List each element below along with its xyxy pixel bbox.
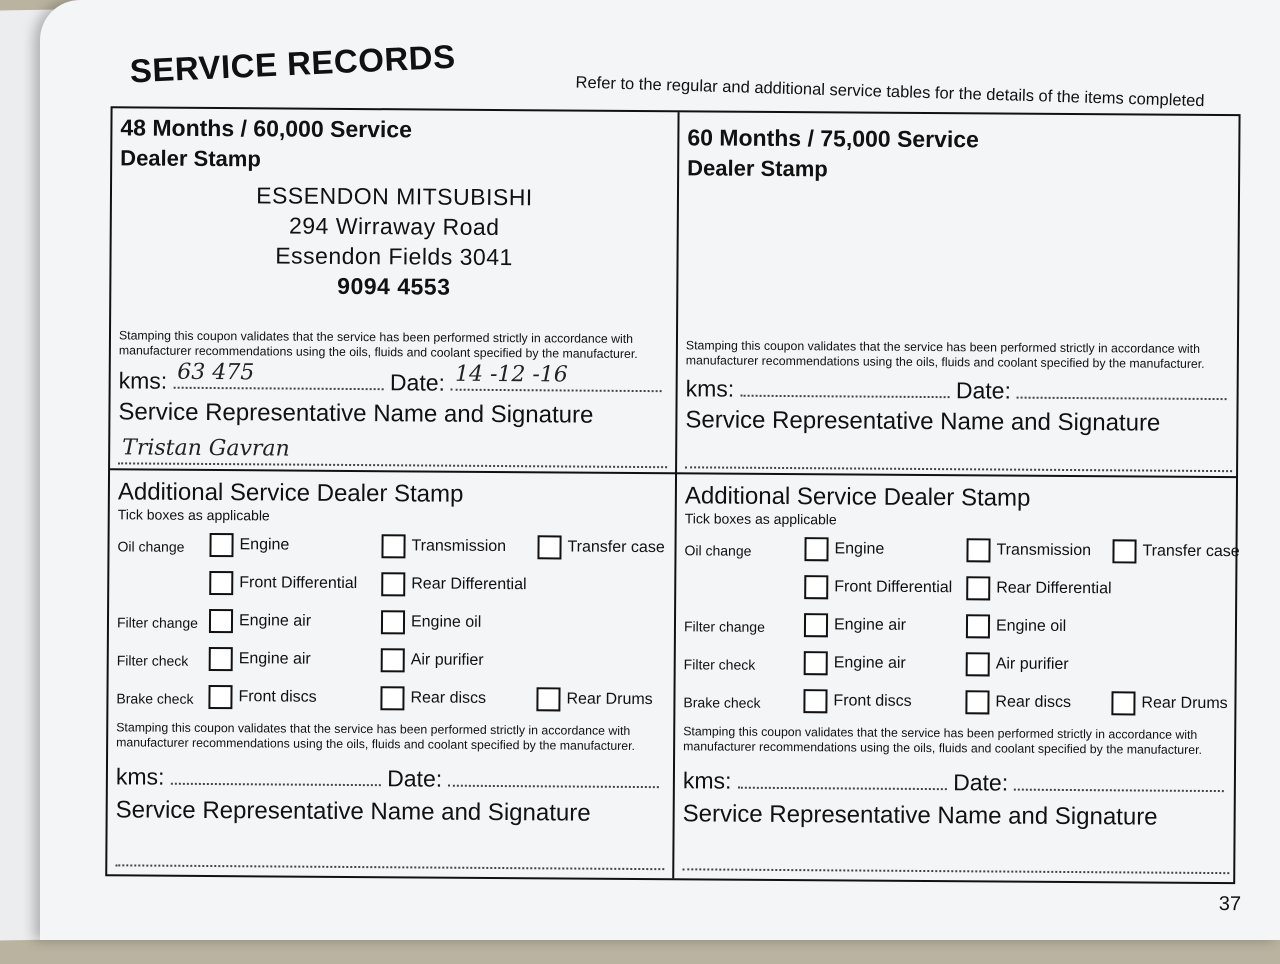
checkbox-box[interactable] <box>804 575 828 599</box>
checkbox-front-differential[interactable] <box>804 575 952 600</box>
checkbox-transmission[interactable] <box>381 534 506 559</box>
rep-label: Service Representative Name and Signature <box>115 796 591 827</box>
date-field[interactable] <box>448 765 659 788</box>
validation-text: Stamping this coupon validates that the service has been performed strictly in accordance with manufacturer recommendations using the oils, fluids and coolant specified by the manufacturer. <box>685 338 1205 371</box>
row-label: Oil change <box>684 542 752 559</box>
kms-field[interactable] <box>170 763 381 786</box>
row-label: Brake check <box>116 690 194 707</box>
checkbox-transfer-case[interactable] <box>537 535 664 560</box>
checkbox-box[interactable] <box>380 686 404 710</box>
checkbox-box[interactable] <box>965 690 989 714</box>
rep-label: Service Representative Name and Signature <box>682 800 1158 831</box>
checkbox-box[interactable] <box>537 535 561 559</box>
checkbox-label: Engine oil <box>410 613 482 631</box>
checkbox-box[interactable] <box>804 651 828 675</box>
filter-change-row <box>117 608 666 642</box>
filter-check-row <box>117 646 666 680</box>
date-field[interactable] <box>1014 769 1224 792</box>
checkbox-box[interactable] <box>803 689 827 713</box>
stamp-suburb: Essendon Fields 3041 <box>275 242 513 271</box>
checkbox-label: Engine <box>239 536 290 554</box>
checkbox-front-discs[interactable] <box>208 685 316 710</box>
date-field[interactable] <box>1017 377 1227 400</box>
checkbox-label: Front discs <box>238 688 317 706</box>
rep-label: Service Representative Name and Signature <box>685 406 1161 437</box>
record-60-months <box>677 112 1242 476</box>
checkbox-label: Transmission <box>996 541 1092 560</box>
validation-text: Stamping this coupon validates that the service has been performed strictly in accordance with manufacturer recommendations using the oils, fluids and coolant specified by the manufacturer. <box>116 720 636 753</box>
date-label: Date: <box>955 377 1012 404</box>
checkbox-rear-discs[interactable] <box>380 686 486 711</box>
tick-note: Tick boxes as applicable <box>117 506 270 524</box>
stamp-dealer-name: ESSENDON MITSUBISHI <box>256 182 533 211</box>
checkbox-air-purifier[interactable] <box>381 648 484 673</box>
checkbox-label: Transmission <box>411 537 507 556</box>
kms-label: kms: <box>685 375 735 402</box>
rep-signature-field[interactable] <box>685 442 1232 472</box>
checkbox-label: Front discs <box>833 692 912 710</box>
kms-field[interactable] <box>173 359 384 390</box>
checkbox-rear-drums[interactable] <box>1111 691 1227 716</box>
kms-date-row <box>683 766 1230 798</box>
checkbox-box[interactable] <box>208 685 232 709</box>
checkbox-box[interactable] <box>381 572 405 596</box>
checkbox-front-differential[interactable] <box>209 571 357 596</box>
checkbox-box[interactable] <box>536 687 560 711</box>
checkbox-label: Engine air <box>238 612 312 630</box>
tick-note: Tick boxes as applicable <box>684 510 837 528</box>
checkbox-engine-air[interactable] <box>209 609 311 634</box>
checkbox-transmission[interactable] <box>966 538 1091 563</box>
row-label: Oil change <box>117 538 185 555</box>
checkbox-label: Front Differential <box>834 578 953 597</box>
additional-service-left <box>107 470 675 882</box>
record-heading: 60 Months / 75,000 Service <box>687 124 979 153</box>
filter-check-row <box>684 650 1231 684</box>
checkbox-front-discs[interactable] <box>803 689 911 714</box>
date-label: Date: <box>387 765 443 792</box>
checkbox-label: Rear discs <box>410 689 487 707</box>
kms-label: kms: <box>115 763 165 790</box>
checkbox-box[interactable] <box>381 534 405 558</box>
checkbox-label: Engine <box>834 540 885 558</box>
dealer-stamp <box>119 179 669 303</box>
checkbox-rear-differential[interactable] <box>966 576 1111 601</box>
page-number: 37 <box>1218 893 1242 916</box>
row-label: Filter change <box>116 614 198 631</box>
checkbox-box[interactable] <box>966 576 990 600</box>
checkbox-label: Transfer case <box>1142 542 1240 561</box>
differential-row <box>684 574 1231 608</box>
page-title: SERVICE RECORDS <box>128 37 457 90</box>
validation-text: Stamping this coupon validates that the service has been performed strictly in accordance with manufacturer recommendations using the oils, fluids and coolant specified by the manufacturer. <box>118 328 638 361</box>
oil-change-row <box>117 532 666 566</box>
checkbox-box[interactable] <box>966 538 990 562</box>
checkbox-box[interactable] <box>209 609 233 633</box>
checkbox-air-purifier[interactable] <box>966 652 1069 677</box>
page-subtitle: Refer to the regular and additional service tables for the details of the items completed <box>575 73 1205 111</box>
checkbox-transfer-case[interactable] <box>1112 539 1239 564</box>
kms-field[interactable] <box>737 767 947 790</box>
records-grid <box>105 106 1240 884</box>
checkbox-label: Engine air <box>238 650 311 668</box>
checkbox-label: Rear Drums <box>566 690 653 709</box>
stamp-street: 294 Wirraway Road <box>288 212 500 241</box>
row-label: Filter check <box>683 656 756 673</box>
additional-service-right <box>674 474 1240 886</box>
checkbox-engine-oil[interactable] <box>966 614 1066 639</box>
checkbox-label: Air purifier <box>410 651 484 669</box>
validation-text: Stamping this coupon validates that the service has been performed strictly in accordance with manufacturer recommendations using the oils, fluids and coolant specified by the manufacturer. <box>683 724 1202 757</box>
checkbox-label: Air purifier <box>995 655 1069 673</box>
checkbox-label: Front Differential <box>239 574 358 593</box>
checkbox-engine-oil[interactable] <box>381 610 481 635</box>
checkbox-label: Rear Differential <box>411 575 527 594</box>
stamp-phone: 9094 4553 <box>337 272 451 300</box>
filter-change-row <box>684 612 1231 646</box>
checkbox-label: Rear Differential <box>996 579 1112 598</box>
checkbox-label: Transfer case <box>567 538 665 557</box>
dealer-stamp-label: Dealer Stamp <box>120 145 261 172</box>
checkbox-box[interactable] <box>804 537 828 561</box>
rep-signature-field[interactable] <box>115 840 664 870</box>
checkbox-label: Engine oil <box>995 617 1067 635</box>
checkbox-label: Engine air <box>833 616 907 634</box>
checkbox-box[interactable] <box>209 533 233 557</box>
brake-check-row <box>116 684 665 718</box>
checkbox-box[interactable] <box>804 613 828 637</box>
kms-label: kms: <box>682 767 732 794</box>
row-label: Filter check <box>116 652 189 669</box>
kms-field[interactable] <box>740 375 950 398</box>
rep-label: Service Representative Name and Signature <box>118 398 594 429</box>
rep-signature-field[interactable] <box>682 844 1229 874</box>
row-label: Filter change <box>683 618 765 635</box>
additional-heading: Additional Service Dealer Stamp <box>684 482 1031 512</box>
brake-check-row <box>683 688 1230 722</box>
checkbox-box[interactable] <box>966 652 990 676</box>
checkbox-box[interactable] <box>381 610 405 634</box>
kms-date-row <box>686 374 1233 406</box>
additional-heading: Additional Service Dealer Stamp <box>117 478 464 508</box>
kms-date-row <box>118 359 668 398</box>
checkbox-engine[interactable] <box>804 537 884 562</box>
checkbox-engine-air-check[interactable] <box>209 647 311 672</box>
row-label: Brake check <box>683 694 761 711</box>
checkbox-label: Engine air <box>833 654 906 672</box>
dealer-stamp-label: Dealer Stamp <box>687 155 828 182</box>
date-label: Date: <box>389 369 446 396</box>
checkbox-box[interactable] <box>1111 691 1135 715</box>
checkbox-rear-discs[interactable] <box>965 690 1071 715</box>
kms-date-row <box>116 762 665 794</box>
checkbox-label: Rear discs <box>995 693 1072 712</box>
checkbox-rear-differential[interactable] <box>381 572 526 597</box>
differential-row <box>117 570 666 604</box>
date-field[interactable] <box>451 361 662 392</box>
oil-change-row <box>684 536 1240 570</box>
record-heading: 48 Months / 60,000 Service <box>120 114 413 143</box>
checkbox-box[interactable] <box>381 648 405 672</box>
record-48-months <box>110 108 677 472</box>
checkbox-engine-air[interactable] <box>804 613 906 638</box>
rep-signature: Tristan Gavran <box>122 435 290 462</box>
checkbox-box[interactable] <box>209 647 233 671</box>
checkbox-engine[interactable] <box>209 533 289 558</box>
checkbox-label: Rear Drums <box>1141 694 1228 713</box>
kms-value: 63 475 <box>177 359 255 386</box>
checkbox-box[interactable] <box>209 571 233 595</box>
date-value: 14 -12 -16 <box>454 361 568 388</box>
kms-label: kms: <box>118 367 168 394</box>
checkbox-engine-air-check[interactable] <box>804 651 906 676</box>
checkbox-box[interactable] <box>966 614 990 638</box>
rep-signature-field[interactable] <box>118 434 667 468</box>
checkbox-rear-drums[interactable] <box>536 687 652 712</box>
date-label: Date: <box>953 769 1009 796</box>
checkbox-box[interactable] <box>1112 539 1136 563</box>
